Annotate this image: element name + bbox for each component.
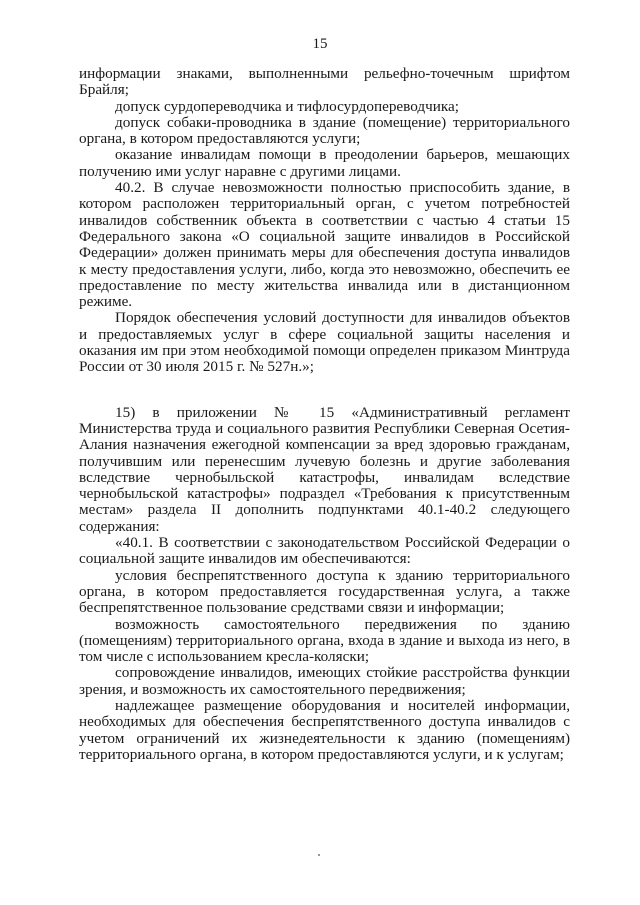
scan-speck	[318, 854, 320, 856]
paragraph: возможность самостоятельного передвижения по зданию (помещениям) территориального органа, входа в здание и выхода из него, в том числе с использованием кресла-коляски;	[79, 615, 570, 666]
paragraph: надлежащее размещение оборудования и носителей информации, необходимых для обеспечения беспрепятственного доступа инвалидов с учетом ограничений их жизнедеятельности к зданию (помещениям) территориального органа, в котором предоставляются услуги, и к услугам;	[79, 696, 570, 763]
paragraph: 40.2. В случае невозможности полностью приспособить здание, в котором расположен территориальный орган, с учетом потребностей инвалидов собственник объекта в соответствии с частью 4 статьи 15 Федерального закона «О социальной защите инвалидов в Российской Федерации» должен принимать меры для обеспечения доступа инвалидов к месту предоставления услуги, либо, когда это невозможно, обеспечить ее предоставление по месту жительства инвалида или в дистанционном режиме.	[79, 179, 570, 311]
paragraph: условия беспрепятственного доступа к зданию территориального органа, в котором предоставляется государственная услуга, а также беспрепятственное пользование средствами связи и информации;	[79, 566, 570, 617]
body-text	[79, 66, 570, 763]
paragraph: «40.1. В соответствии с законодательством Российской Федерации о социальной защите инвалидов им обеспечиваются:	[79, 534, 570, 568]
paragraph: сопровождение инвалидов, имеющих стойкие расстройства функции зрения, и возможность их самостоятельного передвижения;	[79, 664, 570, 698]
section-gap	[79, 376, 570, 405]
paragraph: допуск собаки-проводника в здание (помещение) территориального органа, в котором предоставляются услуги;	[79, 113, 570, 148]
paragraph: информации знаками, выполненными рельефно-точечным шрифтом Брайля;	[79, 65, 570, 99]
paragraph: допуск сурдопереводчика и тифлосурдопереводчика;	[115, 97, 459, 115]
paragraph: 15) в приложении № 15 «Административный регламент Министерства труда и социального развития Республики Северная Осетия-Алания назначения ежегодной компенсации за вред здоровью гражданам, получившим или перенесшим лучевую болезнь и другие заболевания вследствие чернобыльской катастрофы, инвалидам вследствие чернобыльской катастрофы» подраздел «Требования к присутственным местам» раздела II дополнить подпунктами 40.1-40.2 следующего содержания:	[79, 403, 570, 535]
paragraph: Порядок обеспечения условий доступности для инвалидов объектов и предоставляемых услуг в сфере социальной защиты населения и оказания им при этом необходимой помощи определен приказом Минтруда России от 30 июля 2015 г. № 527н.»;	[79, 309, 570, 376]
page-number: 15	[312, 36, 328, 52]
paragraph: оказание инвалидам помощи в преодолении барьеров, мешающих получению ими услуг наравне с другими лицами.	[79, 146, 570, 180]
